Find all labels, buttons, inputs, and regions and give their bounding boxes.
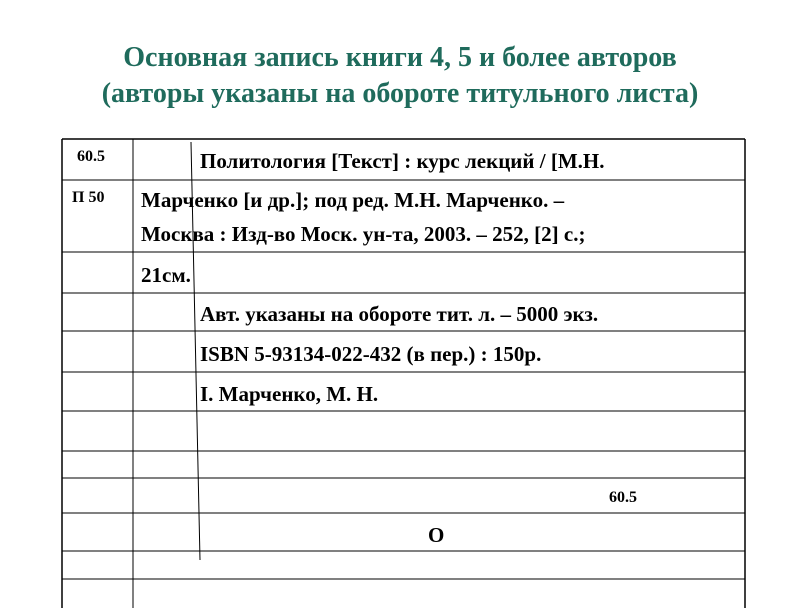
title-line-1: Основная запись книги 4, 5 и более авторов: [123, 42, 677, 73]
card-line-tracing: I. Марченко, М. Н.: [200, 382, 379, 406]
card-line-size: 21см.: [141, 263, 191, 287]
author-sign: П 50: [72, 189, 105, 206]
title-line-2: (авторы указаны на обороте титульного листа): [101, 78, 699, 109]
card-line-imprint: Москва : Изд-во Моск. ун-та, 2003. – 252, [2] с.;: [141, 222, 586, 246]
card-line-note: Авт. указаны на обороте тит. л. – 5000 экз.: [200, 302, 599, 326]
card-line-isbn: ISBN 5-93134-022-432 (в пер.) : 150р.: [200, 342, 542, 366]
bottom-letter: О: [428, 523, 445, 547]
bottom-class-code: 60.5: [609, 489, 637, 506]
slide-title: [0, 40, 800, 112]
card-line-title: Политология [Текст] : курс лекций / [М.Н.: [200, 149, 605, 173]
card-line-authors: Марченко [и др.]; под ред. М.Н. Марченко. –: [141, 188, 565, 212]
udc-code: 60.5: [77, 148, 105, 165]
catalog-card: [61, 138, 746, 608]
